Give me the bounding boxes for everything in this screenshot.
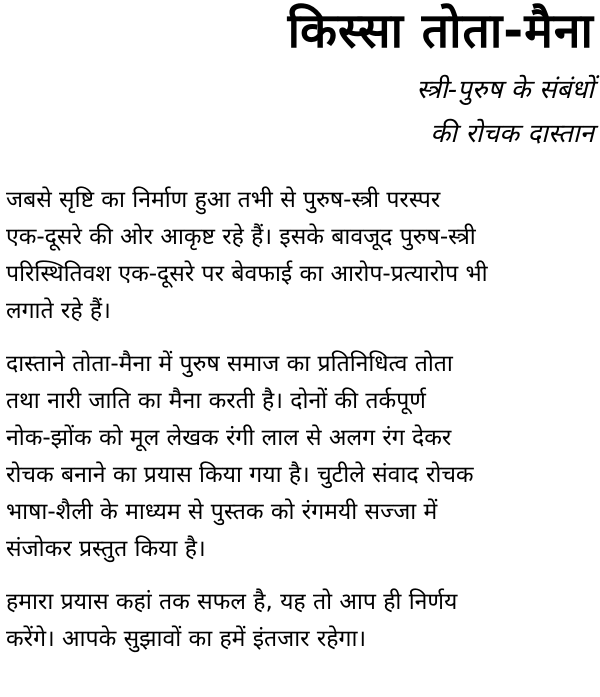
paragraph-line: तथा नारी जाति का मैना करती है। दोनों की तर्कपूर्ण — [6, 388, 426, 414]
page-title: किस्सा तोता-मैना — [287, 3, 594, 59]
paragraph-line: संजोकर प्रस्तुत किया है। — [6, 536, 206, 562]
paragraph-line: दास्ताने तोता-मैना में पुरुष समाज का प्रतिनिधित्व तोता — [6, 351, 453, 377]
paragraph-line: परिस्थितिवश एक-दूसरे पर बेवफाई का आरोप-प्रत्यारोप भी — [6, 261, 488, 287]
paragraph-line: रोचक बनाने का प्रयास किया गया है। चुटीले संवाद रोचक — [6, 462, 474, 488]
paragraph-line: करेंगे। आपके सुझावों का हमें इंतजार रहेगा। — [6, 626, 367, 652]
paragraph-1 — [6, 182, 594, 330]
body-text — [6, 182, 594, 674]
paragraph-line: लगाते रहे हैं। — [6, 298, 111, 324]
paragraph-line: भाषा-शैली के माध्यम से पुस्तक को रंगमयी सज्जा में — [6, 499, 438, 525]
page-subtitle — [416, 68, 594, 156]
paragraph-3 — [6, 584, 594, 658]
paragraph-line: नोक-झोंक को मूल लेखक रंगी लाल से अलग रंग देकर — [6, 425, 452, 451]
paragraph-line: जबसे सृष्टि का निर्माण हुआ तभी से पुरुष-स्त्री परस्पर — [6, 187, 441, 213]
paragraph-line: हमारा प्रयास कहां तक सफल है, यह तो आप ही निर्णय — [6, 589, 458, 615]
subtitle-line-2: की रोचक दास्तान — [430, 119, 594, 149]
subtitle-line-1: स्त्री-पुरुष के संबंधों — [416, 75, 594, 105]
paragraph-line: एक-दूसरे की ओर आकृष्ट रहे हैं। इसके बावजूद पुरुष-स्त्री — [6, 224, 476, 250]
paragraph-2 — [6, 346, 594, 568]
